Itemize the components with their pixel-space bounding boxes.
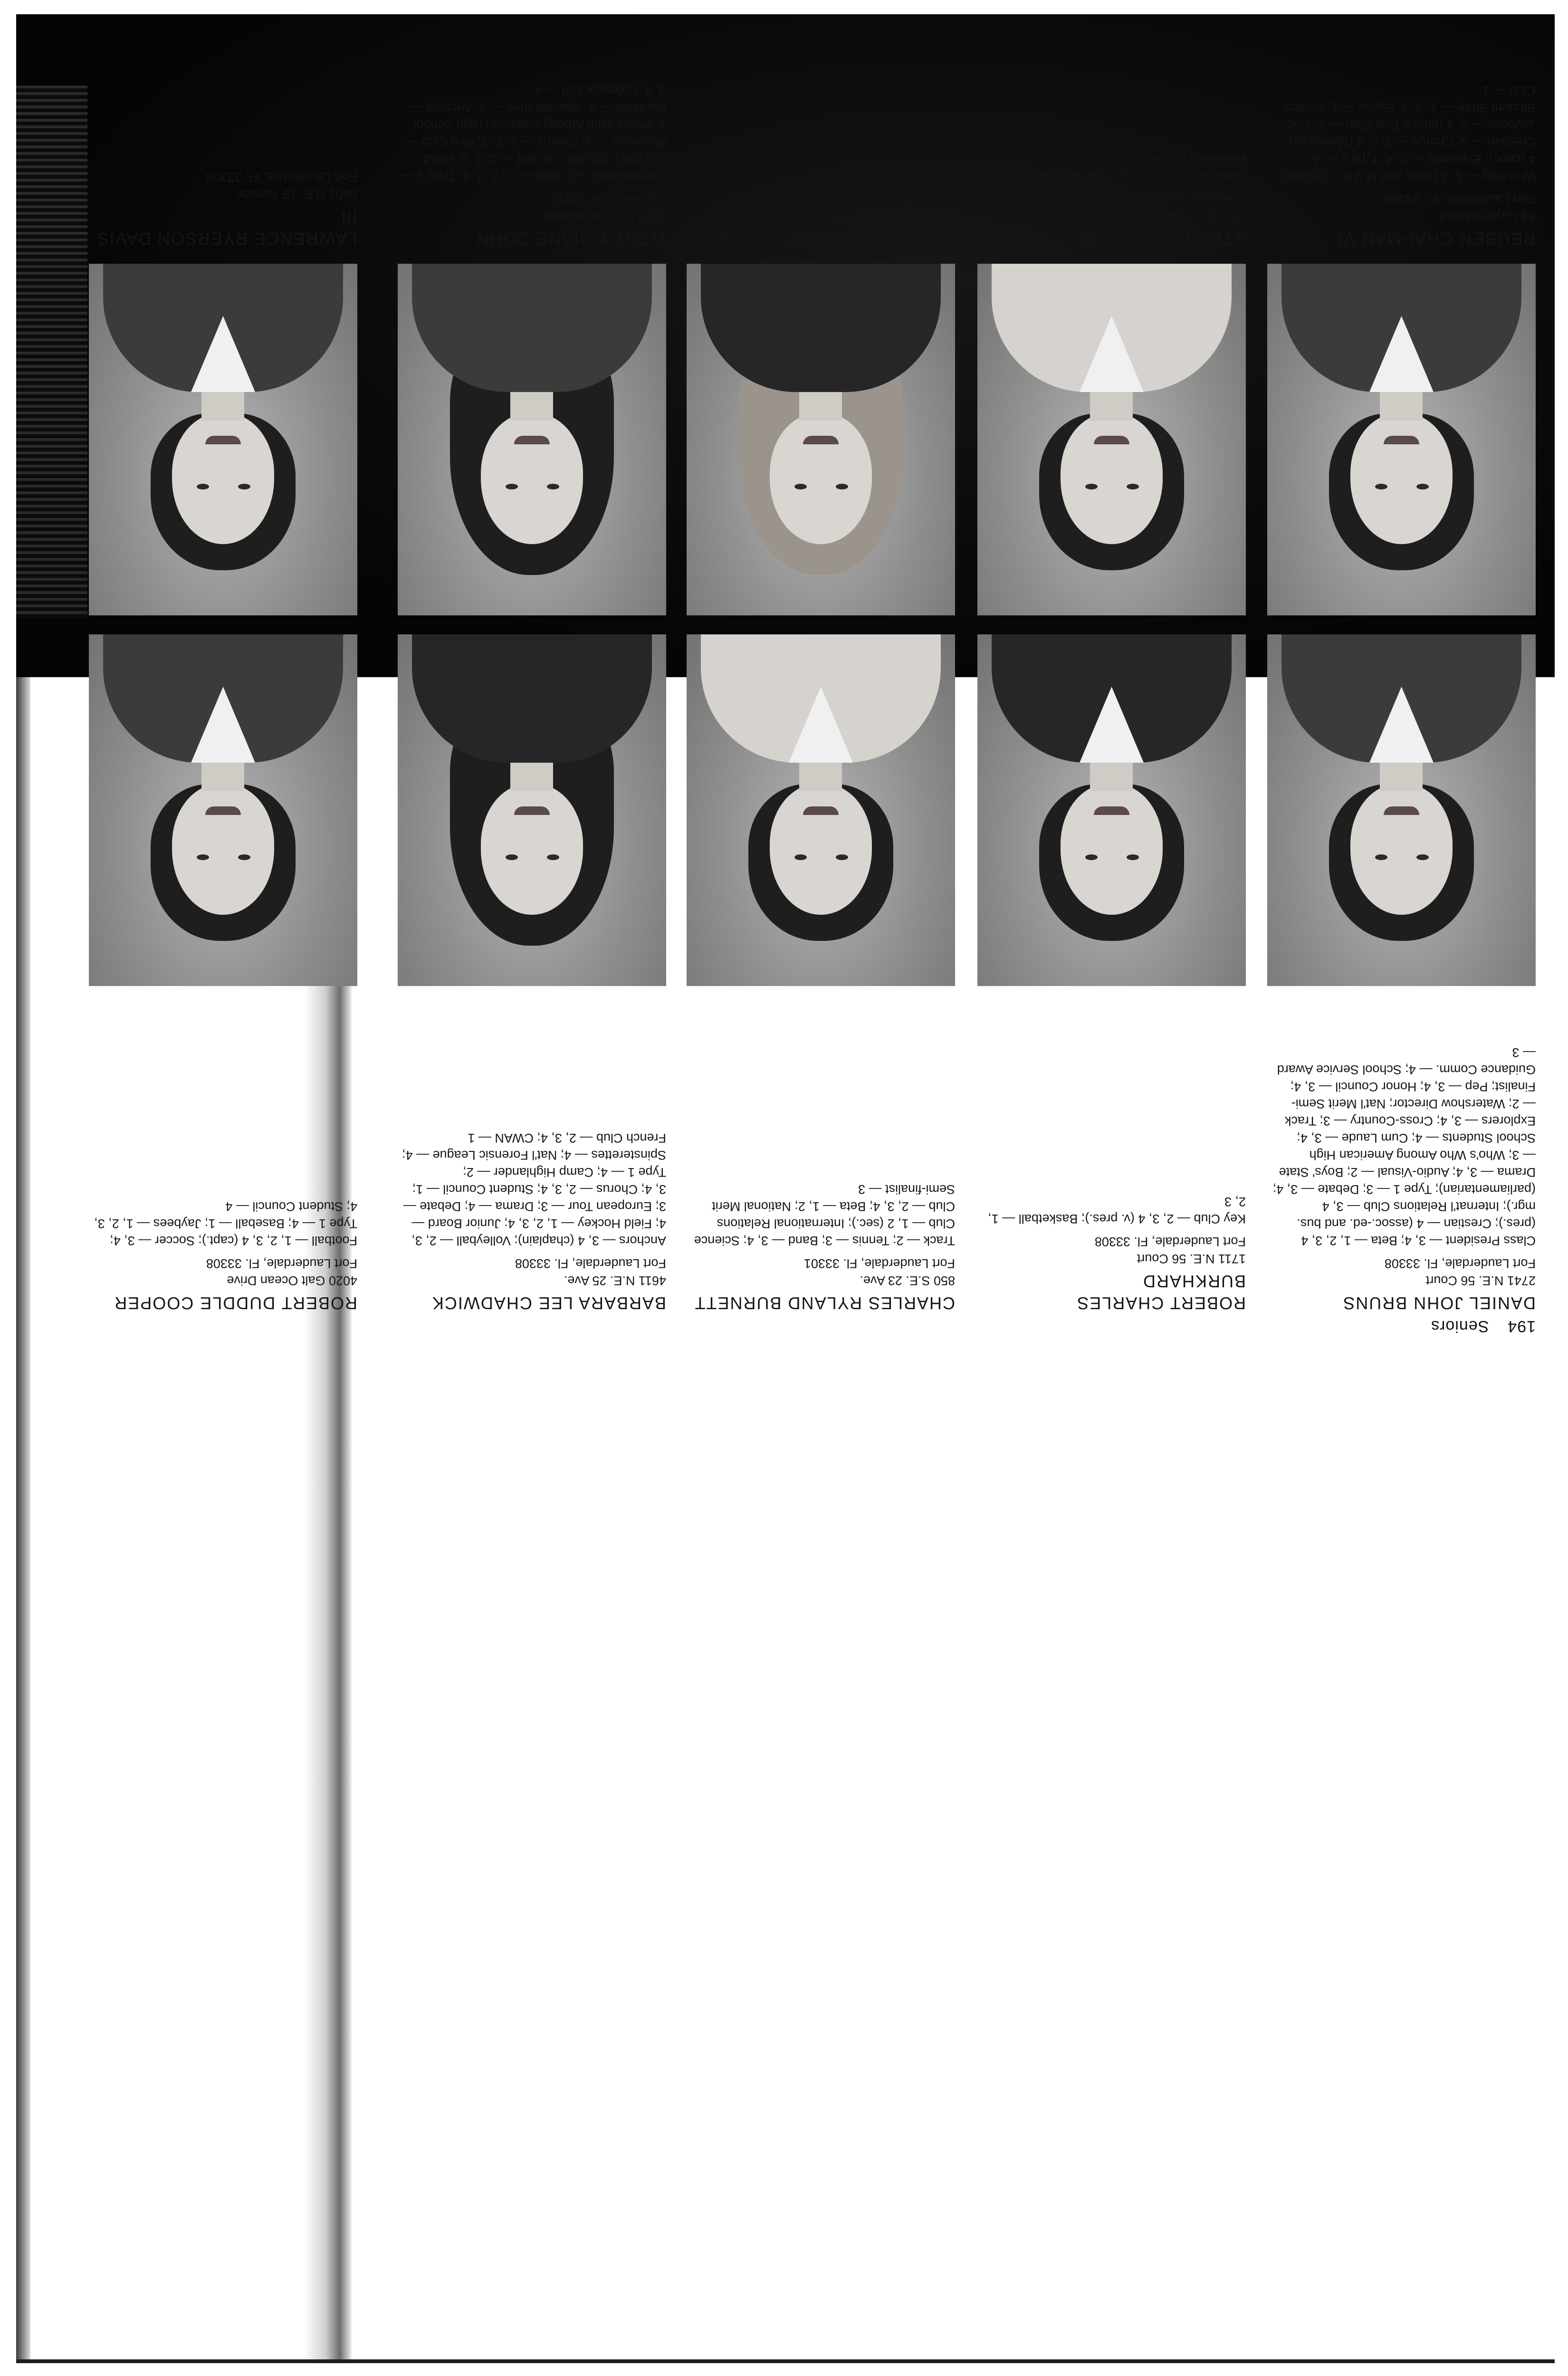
address-line: 2800 N.W. 56 Avenue <box>542 209 666 223</box>
address-line: Fort Lauderdale, Fl. 33308 <box>1384 1256 1536 1271</box>
rotated-page-content <box>16 84 1555 2359</box>
senior-portrait-photo <box>1267 264 1536 615</box>
address-line: 5801 N.E. 19 Terrace <box>236 187 357 201</box>
address-line: Fort Lauderdale, Fl. 33308 <box>515 1256 666 1271</box>
senior-portrait-photo <box>977 634 1246 986</box>
activities: Anchors — 3, 4 (chaplain); Volleyball — 2, 3, 4; Field Hockey — 1, 2, 3, 4; Junior Board — 3; European Tour — 3; Drama — 4; Debate — 3, 4; Chorus — 2, 3, 4; Student Council — 1; Type 1 — 4; Camp Highlander — 2; Spinsterettes — 4; Nat'l Forensic League — 4; French Club — 2, 3, 4; CWAN — 1 <box>402 1131 666 1248</box>
senior-name: STEPHEN CHEFAN <box>1077 229 1246 249</box>
senior-portrait-photo <box>89 634 357 986</box>
senior-name: BARBARA LEE CHADWICK <box>431 1293 666 1313</box>
senior-entry <box>91 163 357 249</box>
activities: Football — 1, 2, 3, 4 (capt.); Soccer — 3, 4; Type 1 — 4; Baseball — 1; Jaybees — 1, 2, 3, 4; Student Council — 4 <box>94 1199 357 1248</box>
senior-portrait-photo <box>89 264 357 615</box>
senior-name: WENDY DIANE COHN <box>475 229 666 249</box>
address-line: Miami, Fl. 33161 <box>860 192 955 206</box>
address-line: 1711 N.E. 56 Court <box>1137 1252 1246 1266</box>
address-line: Fort Lauderdale, Fl. 33301 <box>803 1256 955 1271</box>
striped-edge-detail <box>16 86 87 618</box>
senior-portrait-photo <box>398 264 666 615</box>
page-bottom-edge <box>16 2359 1555 2363</box>
activities: Band — 1, 2, 3, 4; Key Club — 1; Nat'l Forensic League — 4 <box>1027 152 1246 183</box>
address-line: Lauderhill, Fl. 33313 <box>550 192 666 206</box>
address-line: 215 N.E. 121 Terrace <box>834 209 955 223</box>
activities: Key Club — 2, 3, 4 (v. pres.); Basketball — 1, 2, 3 <box>988 1195 1246 1226</box>
senior-entry <box>1270 82 1536 249</box>
senior-entry <box>91 1198 357 1314</box>
senior-portrait-photo <box>977 264 1246 615</box>
activities: Wrestling — 1, 2 (capt. and M.V.P.), 3 (capt.), 4 (capt.); Explorers — 3, 4; Type 1 — 4; Crestian — 4; Chorus — 2, 3, 4 (Madrigals); Jaybees — 3, 4 (pres.); Pep Club — 1, 3, 4; Student Store — 1, 3, 4; Sigma — 1; French Club — 1 <box>1279 84 1536 183</box>
senior-entry <box>400 1130 666 1314</box>
senior-portrait-photo <box>398 634 666 986</box>
address-line: Fort Lauderdale, Fl. 33308 <box>1384 192 1536 206</box>
senior-portrait-photo <box>687 264 955 615</box>
address-line: Pompano Beach, Fl. 33060 <box>1090 192 1246 206</box>
address-line: Fort Lauderdale, Fl. 33308 <box>206 170 357 184</box>
address-line: 850 S.E. 23 Ave. <box>860 1274 955 1288</box>
page-folio <box>1431 1317 1536 1335</box>
address-line: Fort Lauderdale, Fl. 33308 <box>1094 1235 1246 1249</box>
address-line: 20 S.E. 13 Street <box>1148 209 1246 223</box>
senior-entry <box>980 1193 1246 1314</box>
senior-entry <box>689 1181 955 1314</box>
address-line: Fort Lauderdale, Fl. 33308 <box>206 1256 357 1271</box>
senior-name: ELEANOR DIANE CLOWNEY <box>705 229 955 249</box>
senior-entry <box>1270 1044 1536 1314</box>
senior-entry <box>980 151 1246 249</box>
activities: Track — 2; Tennis — 3; Band — 3, 4; Science Club — 1, 2 (sec.); International Relations Club — 2, 3, 4; Beta — 1, 2; National Merit Semi-finalist — 3 <box>694 1182 955 1248</box>
page-number: 194 <box>1507 1317 1536 1335</box>
senior-name: ROBERT CHARLES BURKHARD <box>1076 1272 1246 1313</box>
address-line: 54 Cayuga Road <box>1439 209 1536 223</box>
activities: Class President — 3, 4; Beta — 1, 2, 3, 4 (pres.); Crestian — 4 (assoc.-ed. and bus. mgr.); Internat'l Relations Club — 3, 4 (parliamentarian); Type 1 — 3; Debate — 3, 4; Drama — 3, 4; Audio-Visual — 2; Boys' State — 3; Who's Who Among American High School Students — 4; Cum Laude — 3, 4; Explorers — 3, 4; Cross-Country — 3; Track — 2; Watershow Director; Nat'l Merit Semi-Finalist; Pep — 3, 4; Honor Council — 3, 4; Guidance Comm. — 4; School Service Award — 3 <box>1272 1045 1536 1248</box>
senior-portrait-photo <box>1267 634 1536 986</box>
address-line: 2741 N.E. 56 Court <box>1425 1274 1536 1288</box>
senior-entry <box>400 82 666 249</box>
activities: Pantherettes — 1; Beta — 1, 2, 3, 4; Type 1 — 3, 4 (ed.); Student Council — 2, 3, 4; Head Majorette — 4; Chorus — 1, 2, 3; Pep Club — 4; Who's Who Among American High School Students — 4; Spinsterettes — 4; Anchors — 3, 4; Calendar Girl — 4 <box>401 84 666 183</box>
senior-name: REUBEN CHAPMAN VI <box>1337 229 1536 249</box>
senior-entry <box>689 185 955 249</box>
senior-portrait-photo <box>687 634 955 986</box>
senior-name: DANIEL JOHN BRUNS <box>1342 1293 1536 1313</box>
section-label: Seniors <box>1431 1317 1489 1335</box>
senior-name: ROBERT DUDDLE COOPER <box>114 1293 357 1313</box>
address-line: 4020 Galt Ocean Drive <box>227 1274 357 1288</box>
senior-name: LAWRENCE RYERSON DAVIS III <box>96 207 357 249</box>
senior-name: CHARLES RYLAND BURNETT <box>694 1293 955 1313</box>
yearbook-page <box>16 84 1555 2359</box>
address-line: 4611 N.E. 25 Ave. <box>564 1274 666 1288</box>
